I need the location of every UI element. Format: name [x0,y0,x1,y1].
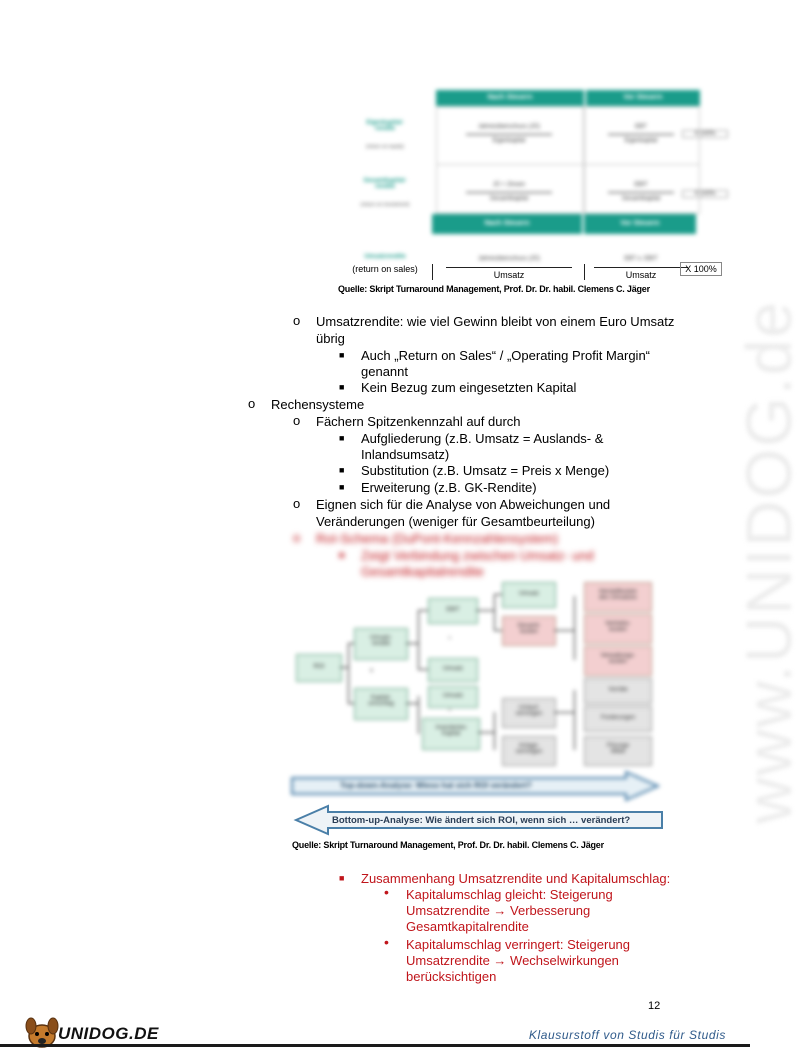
red-r2: Kapitalumschlag gleicht: Steigerung [406,887,613,902]
umsatz-box: Umsatz [442,666,464,672]
us-den2: Umsatz [625,270,657,280]
red-r3c: berücksichtigen [406,969,497,984]
herstellkosten-box: Herstellkosten des Umsatzes [598,589,637,601]
row-sub-us: (return on sales) [352,264,418,274]
ek-den1: Eigenkapital [492,138,526,144]
text-l2b: genannt [361,364,408,379]
anlagevermoegen-box: Anlage- vermögen [515,743,543,755]
red-r2b: Umsatzrendite → Verbesserung [406,903,591,918]
gk-num1: JÜ + Zinsen [492,182,526,188]
ek-num2: EBT [635,124,647,130]
text-l11b: Gesamtkapitalrendite [361,564,484,579]
text-l1: Umsatzrendite: wie viel Gewinn bleibt von einem Euro Umsatz [316,314,675,329]
us-den1: Umsatz [493,270,525,280]
umsatz2-box: Umsatz [442,693,464,699]
text-l9: Eignen sich für die Analyse von Abweichungen und [316,497,611,512]
row-sub-ek: (return on equity) [365,144,405,150]
table-header-nach: Nach Steuern [487,94,533,101]
roi-div1: ÷ [448,636,452,642]
red-r3b: Umsatzrendite → Wechselwirkungen [406,953,619,968]
table-header2-nach: Nach Steuern [484,220,530,227]
ek-mult: X 100% [682,130,728,138]
row-sub-gk: (return on investment) [360,202,410,208]
gk-num2: EBIT [634,182,648,188]
kapitalumschlag-box: Kapital- umschlag [368,695,394,707]
red-r2c: Gesamtkapitalrendite [406,919,529,934]
table-source: Quelle: Skript Turnaround Management, Prof. Dr. Dr. habil. Clemens C. Jäger [338,284,650,294]
rendite-table [330,86,730,294]
text-l6b: Inlandsumsatz) [361,447,450,462]
page-number: 12 [648,1000,661,1012]
text-l3: Kein Bezug zum eingesetzten Kapital [361,380,577,395]
topdown-label: Top-down-Analyse: Wieso hat sich ROI verändert? [340,781,532,790]
gk-den1: Gesamtkapital [489,196,529,202]
gk-mult: X 100% [682,190,728,198]
watermark: www.UNIDOG.de [733,300,805,824]
umsatzrendite-box: Umsatz- rendite [369,635,393,647]
text-l10: RoI-Schema (DuPont-Kennzahlensystem) [316,531,559,546]
footer-tagline: Klausurstoff von Studis für Studis [528,1028,726,1042]
roi-div2: ÷ [448,708,452,714]
ebit-box: EBIT [446,607,460,613]
table-header2-vor: Vor Steuern [620,220,660,227]
red-r1: Zusammenhang Umsatzrendite und Kapitalumschlag: [361,871,671,886]
vorraete-box: Vorräte [608,687,628,693]
umsatz-r-box: Umsatz [518,591,540,597]
text-l4: Rechensysteme [271,397,365,412]
footer [0,1010,750,1059]
vertriebskosten-box: Vertriebs- kosten [605,621,631,633]
text-l2: Auch „Return on Sales“ / „Operating Profit Margin“ [361,348,651,363]
roi-box: ROI [313,664,325,670]
text-l11: Zeigt Verbindung zwischen Umsatz- und [361,548,594,563]
us-mult: X 100% [680,262,722,276]
ek-num1: Jahresüberschuss (JÜ) [478,124,540,130]
row-label-gk: Gesamtkapital- rendite [363,178,407,190]
us-num1: Jahresüberschuss (JÜ) [478,256,540,262]
text-l6: Aufgliederung (z.B. Umsatz = Auslands- & [361,431,604,446]
gesamtkosten-box: Gesamt- kosten [517,623,541,635]
unidog-logo-text: UNIDOG.DE [58,1024,159,1043]
text-l9b: Veränderungen (weniger für Gesamtbeurteilung) [316,514,595,529]
bottomup-label: Bottom-up-Analyse: Wie ändert sich ROI, wenn sich … verändert? [332,815,631,826]
gk-den2: Gesamtkapital [621,196,661,202]
ek-den2: Eigenkapital [624,138,658,144]
roi-source: Quelle: Skript Turnaround Management, Prof. Dr. Dr. habil. Clemens C. Jäger [292,840,604,850]
table-header-vor: Vor Steuern [623,94,663,101]
roi-diagram [290,578,670,858]
text-l7: Substitution (z.B. Umsatz = Preis x Menge) [361,463,610,478]
row-label-ek: Eigenkapital- rendite [366,120,404,132]
fluessige-mittel-box: Flüssige Mittel [606,743,630,755]
umlaufvermoegen-box: Umlauf- vermögen [515,705,543,717]
investiertes-kapital-box: Investiertes Kapital [435,725,467,737]
text-l1b: übrig [316,331,345,346]
roi-x: x [370,668,373,674]
footer-rule [0,1044,750,1047]
us-num2: EBT o. EBIT [624,256,658,262]
text-l8: Erweiterung (z.B. GK-Rendite) [361,480,537,495]
forderungen-box: Forderungen [600,715,636,721]
verwaltungskosten-box: Verwaltungs- kosten [600,653,636,665]
text-l5: Fächern Spitzenkennzahl auf durch [316,414,521,429]
row-label-us: Umsatzrendite [364,254,406,260]
red-r3: Kapitalumschlag verringert: Steigerung [406,937,631,952]
